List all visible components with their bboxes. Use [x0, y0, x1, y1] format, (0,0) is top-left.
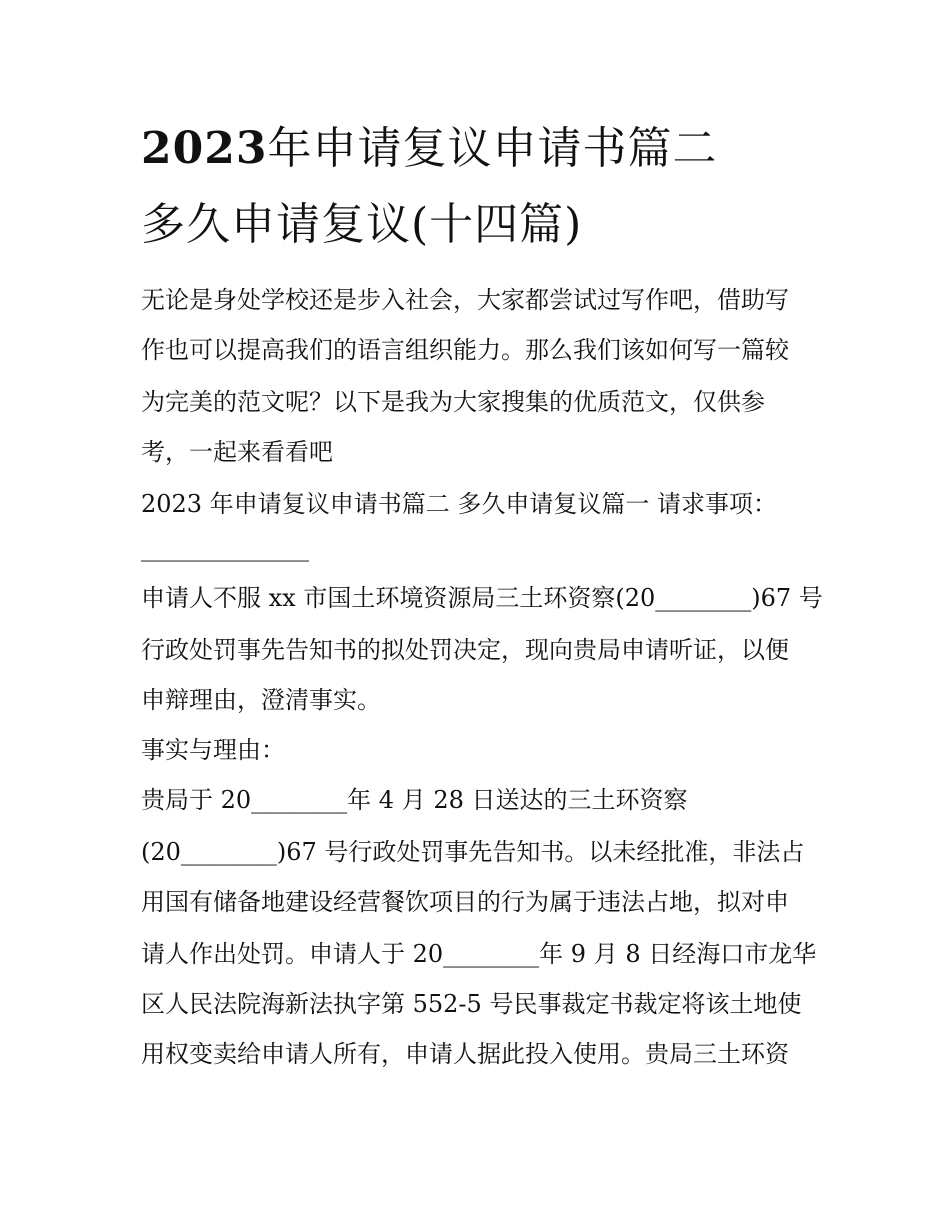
body-line: 2023 年申请复议申请书篇二 多久申请复议篇一 请求事项： — [141, 490, 777, 518]
body-line: 为完美的范文呢？以下是我为大家搜集的优质范文，仅供参 — [141, 388, 765, 416]
body-line: 用国有储备地建设经营餐饮项目的行为属于违法占地，拟对申 — [141, 888, 789, 916]
title-text: 年申请复议申请书篇二 — [267, 123, 718, 174]
body-line: 申辩理由，澄清事实。 — [141, 686, 381, 714]
body-line: 行政处罚事先告知书的拟处罚决定，现向贵局申请听证，以便 — [141, 636, 789, 664]
body-line: 作也可以提高我们的语言组织能力。那么我们该如何写一篇较 — [141, 336, 789, 364]
title-year: 2023 — [141, 123, 268, 174]
body-line: 请人作出处罚。申请人于 20________年 9 月 8 日经海口市龙华 — [141, 940, 817, 968]
document-title-line-1 — [141, 121, 717, 177]
body-line: 无论是身处学校还是步入社会，大家都尝试过写作吧，借助写 — [141, 286, 789, 314]
body-line: 申请人不服 xx 市国土环境资源局三土环资察(20________)67 号 — [141, 584, 823, 612]
section-heading: 事实与理由： — [141, 736, 285, 764]
body-line: (20________)67 号行政处罚事先告知书。以未经批准，非法占 — [141, 838, 805, 866]
body-line: 用权变卖给申请人所有，申请人据此投入使用。贵局三土环资 — [141, 1040, 789, 1068]
body-line: 贵局于 20________年 4 月 28 日送达的三土环资察 — [141, 786, 688, 814]
document-title-line-2: 多久申请复议(十四篇) — [141, 199, 583, 250]
blank-line: ______________ — [141, 534, 309, 562]
body-line: 考，一起来看看吧 — [141, 438, 333, 466]
body-line: 区人民法院海新法执字第 552-5 号民事裁定书裁定将该土地使 — [141, 990, 802, 1018]
